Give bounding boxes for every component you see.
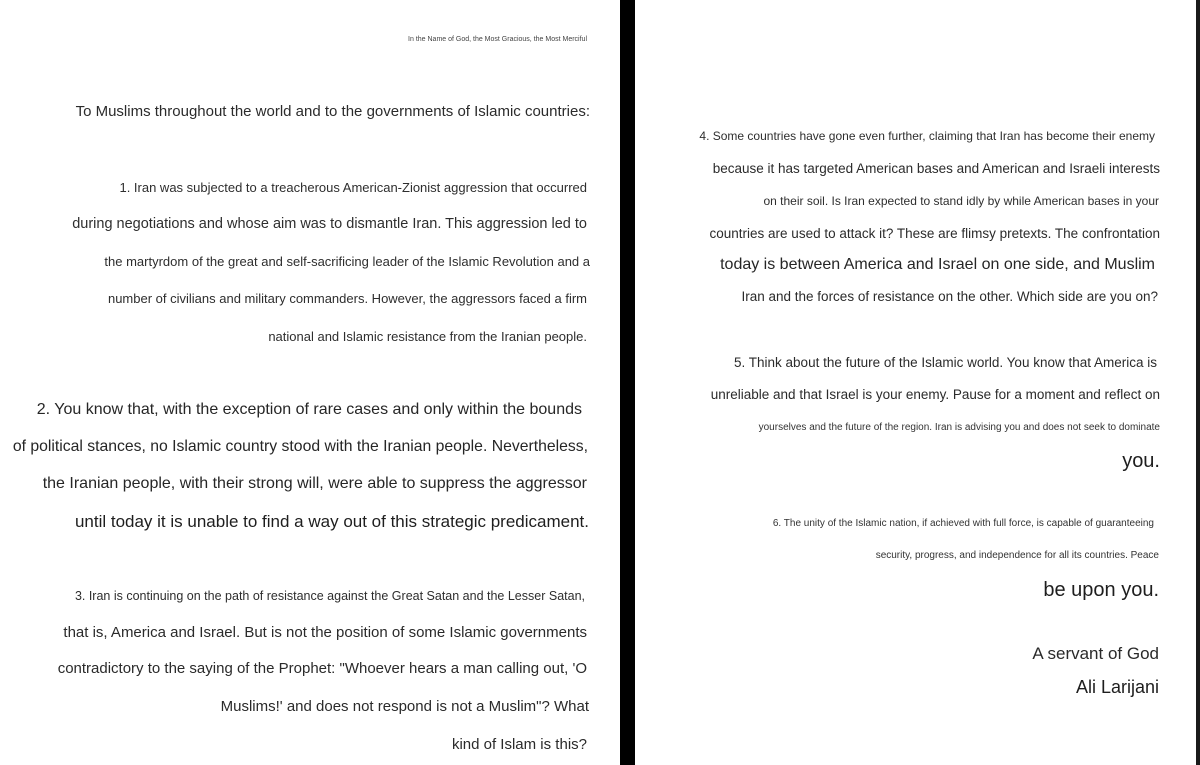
text-line: 2. You know that, with the exception of rare cases and only within the bounds [36,401,582,418]
text-line: the Iranian people, with their strong will, were able to suppress the aggressor [42,475,587,492]
text-line: the martyrdom of the great and self-sacrificing leader of the Islamic Revolution and a [104,254,590,269]
text-line: until today it is unable to find a way out of this strategic predicament. [74,512,589,531]
text-line: of political stances, no Islamic country stood with the Iranian people. Nevertheless, [12,438,588,455]
bismillah-header: In the Name of God, the Most Gracious, the Most Merciful [408,36,587,43]
text-line: number of civilians and military commanders. However, the aggressors faced a firm [107,291,587,306]
text-line: 5. Think about the future of the Islamic world. You know that America is [734,355,1157,370]
text-line: 6. The unity of the Islamic nation, if achieved with full force, is capable of guaranteeing [772,518,1154,529]
text-line: 4. Some countries have gone even further, claiming that Iran has become their enemy [699,129,1155,143]
text-line: during negotiations and whose aim was to dismantle Iran. This aggression led to [72,216,587,232]
text-line: 3. Iran is continuing on the path of resistance against the Great Satan and the Lesser Satan, [74,589,585,603]
page-edge [1196,0,1200,765]
text-line: national and Islamic resistance from the Iranian people. [268,329,587,344]
signatory-name: Ali Larijani [1075,677,1159,697]
text-line: 1. Iran was subjected to a treacherous American-Zionist aggression that occurred [119,180,587,195]
text-line: contradictory to the saying of the Prophet: "Whoever hears a man calling out, 'O [57,660,587,677]
text-line: security, progress, and independence for all its countries. Peace [875,550,1159,561]
text-line: kind of Islam is this? [451,736,587,753]
text-line: unreliable and that Israel is your enemy. Pause for a moment and reflect on [710,387,1160,402]
text-line: because it has targeted American bases and American and Israeli interests [712,161,1160,176]
text-line: on their soil. Is Iran expected to stand idly by while American bases in your [763,194,1159,208]
text-line: Muslims!' and does not respond is not a Muslim"? What [220,698,589,715]
text-line: be upon you. [1043,579,1159,601]
page-divider [620,0,635,765]
text-line: today is between America and Israel on one side, and Muslim [720,256,1155,273]
text-line: Iran and the forces of resistance on the other. Which side are you on? [741,289,1158,304]
signature-closing: A servant of God [1032,644,1159,663]
text-line: you. [1122,450,1160,472]
text-line: yourselves and the future of the region. Iran is advising you and does not seek to dominate [758,422,1160,433]
letter-addressee: To Muslims throughout the world and to the governments of Islamic countries: [75,103,590,120]
text-line: countries are used to attack it? These are flimsy pretexts. The confrontation [709,226,1160,241]
text-line: that is, America and Israel. But is not the position of some Islamic governments [63,624,587,641]
letter-page-right [635,0,1200,765]
